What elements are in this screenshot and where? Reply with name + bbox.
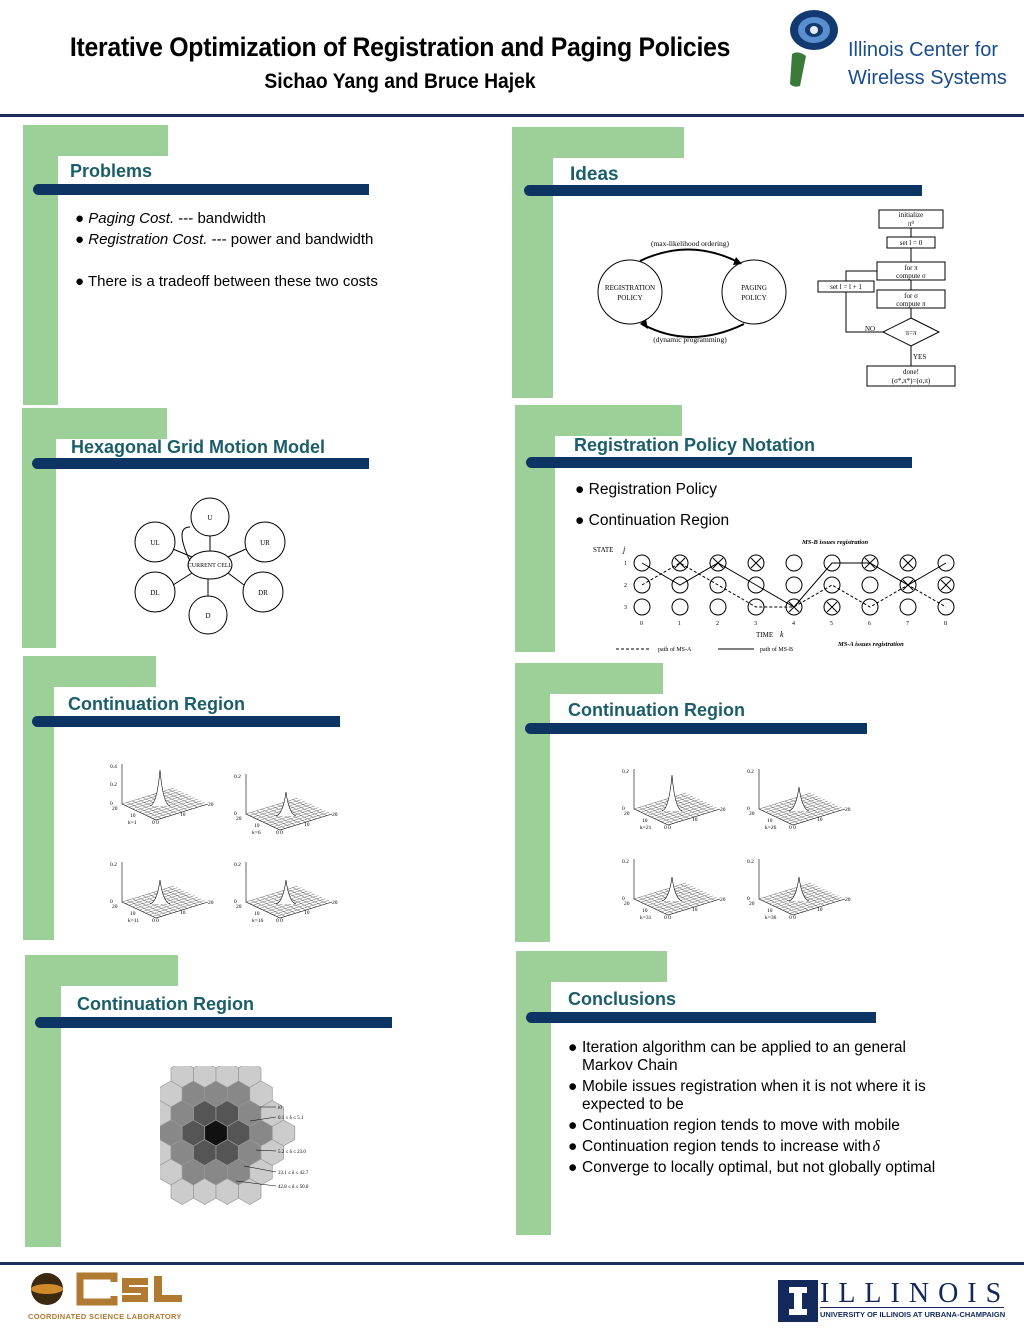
surface-plot	[232, 770, 342, 840]
time-col-label: 1	[678, 621, 681, 627]
list-item: ● Paging Cost. --- bandwidth	[75, 210, 266, 227]
list-item: ● Registration Cost. --- power and bandwidth	[75, 231, 374, 248]
z-max-label: 0.2	[747, 859, 754, 865]
state-row-label: 2	[624, 583, 627, 589]
registration-label-2: POLICY	[617, 294, 643, 302]
panel-bar	[526, 1012, 876, 1023]
ms-b-annotation: MS-B issues registration	[802, 539, 869, 546]
panel-side	[23, 125, 58, 405]
paging-cost-desc: --- bandwidth	[174, 210, 266, 227]
flow-compute-sigma: compute σ	[896, 272, 926, 280]
conclusion-text: Mobile issues registration when it is not where it is expected to be	[582, 1078, 926, 1113]
paging-cost-term: Paging Cost.	[88, 210, 175, 227]
legend-range-1: 0.1 ≤ δ ≤ 5.1	[278, 1116, 304, 1121]
surface-plot	[108, 760, 218, 830]
cycle-bottom-label: (dynamic programming)	[653, 335, 727, 344]
axis-tick: 10	[642, 908, 648, 914]
axis-tick: 10	[130, 911, 136, 917]
surface-plot	[620, 765, 730, 835]
legend-i0: i0	[278, 1106, 282, 1111]
org-name	[848, 36, 1007, 92]
time-col-label: 4	[792, 621, 795, 627]
z-zero-label: 0	[747, 806, 750, 812]
surface-plot	[620, 855, 730, 925]
panel-side	[512, 127, 553, 398]
axis-tick: 0 0	[276, 918, 283, 924]
panel-bar	[35, 1017, 392, 1028]
k-label: k=21	[640, 825, 652, 831]
axis-tick: 10	[304, 910, 310, 916]
axis-tick: 10	[180, 812, 186, 818]
list-item: ● Continuation Region	[575, 512, 730, 529]
flow-for-pi: for π	[904, 264, 918, 272]
panel-bar	[524, 185, 922, 196]
axis-tick: 10	[180, 910, 186, 916]
illinois-block-i-icon	[778, 1280, 818, 1322]
state-node	[824, 577, 840, 593]
panel-title: Problems	[70, 161, 153, 181]
surface-plot	[108, 858, 218, 928]
axis-tick: 20	[208, 900, 214, 906]
state-row-label: 1	[624, 561, 627, 567]
illinois-subtitle: UNIVERSITY OF ILLINOIS AT URBANA-CHAMPAIGN	[820, 1310, 1006, 1319]
panel-bar	[33, 184, 369, 195]
poster-title: Iterative Optimization of Registration and Paging Policies	[69, 32, 731, 62]
panel-title: Conclusions	[568, 989, 677, 1009]
node-current: CURRENT CELL	[187, 563, 233, 569]
axis-tick: 20	[720, 897, 726, 903]
panel-side	[515, 405, 555, 652]
axis-tick: 20	[332, 900, 338, 906]
k-label: k=1	[128, 820, 137, 826]
legend-b-text: path of MS-B	[760, 647, 793, 653]
axis-tick: 20	[624, 901, 630, 907]
flowchart-boxes	[818, 210, 955, 386]
k-label: k=36	[765, 915, 777, 921]
node-dl: DL	[150, 589, 160, 597]
hex-grid-region-map	[160, 1066, 330, 1206]
flow-inc: set l = l + 1	[830, 283, 862, 291]
panel-side	[516, 951, 551, 1235]
list-item: ● Continuation region tends to increase with δ	[568, 1138, 880, 1155]
time-col-label: 0	[640, 621, 643, 627]
state-axis-label: STATE	[593, 546, 614, 554]
axis-tick: 0 0	[152, 820, 159, 826]
surface-plot	[232, 858, 342, 928]
z-zero-label: 0	[747, 896, 750, 902]
conclusion-text: Continuation region tends to increase with	[582, 1138, 871, 1155]
tradeoff-text: There is a tradeoff between these two costs	[87, 273, 378, 290]
conclusions-list	[568, 1039, 948, 1180]
panel-side	[22, 408, 56, 648]
legend-range-2: 5.2 ≤ δ ≤ 23.0	[278, 1150, 306, 1155]
panel-title: Registration Policy Notation	[574, 435, 816, 455]
cycle-top-label: (max-likelihood ordering)	[650, 239, 730, 248]
node-dr: DR	[258, 589, 268, 597]
node-ul: UL	[150, 539, 160, 547]
z-max-label: 0.2	[234, 774, 241, 780]
time-col-label: 8	[944, 621, 947, 627]
paging-node	[722, 260, 786, 324]
flow-no: NO	[865, 325, 876, 333]
registration-label-1: REGISTRATION	[604, 284, 656, 292]
node-ur: UR	[260, 539, 270, 547]
flow-compute-pi: compute π	[896, 300, 926, 308]
panel-title: Continuation Region	[77, 994, 254, 1014]
z-max-label: 0.4	[110, 764, 117, 770]
state-node	[900, 599, 916, 615]
axis-tick: 20	[749, 811, 755, 817]
flow-done: done!	[903, 368, 919, 376]
icws-logo-icon	[778, 6, 842, 90]
header-divider	[0, 114, 1024, 117]
panel-bar	[525, 723, 867, 734]
axis-tick: 10	[817, 907, 823, 913]
panel-title: Hexagonal Grid Motion Model	[71, 437, 326, 457]
k-label: k=16	[252, 918, 264, 924]
panel-bar	[32, 458, 369, 469]
z-max-label: 0.2	[110, 862, 117, 868]
axis-tick: 20	[236, 904, 242, 910]
conclusion-text: Iteration algorithm can be applied to an general Markov Chain	[582, 1039, 906, 1074]
surface-plot	[745, 765, 855, 835]
k-label: k=6	[252, 830, 261, 836]
state-node	[710, 599, 726, 615]
cont-region-text: Continuation Region	[588, 512, 730, 529]
axis-tick: 10	[254, 911, 260, 917]
footer-divider	[0, 1262, 1024, 1265]
conclusion-text: Continuation region tends to move with mobile	[582, 1117, 900, 1134]
axis-tick: 10	[767, 908, 773, 914]
axis-tick: 10	[692, 907, 698, 913]
ms-a-annotation: MS-A issues registration	[838, 641, 904, 648]
list-item: ● Registration Policy	[575, 481, 718, 498]
z-zero-label: 0	[234, 899, 237, 905]
axis-tick: 10	[130, 813, 136, 819]
paging-label-1: PAGING	[741, 284, 767, 292]
panel-side	[23, 656, 54, 940]
axis-tick: 10	[817, 817, 823, 823]
node-u: U	[207, 514, 213, 522]
list-item: ● Iteration algorithm can be applied to an general Markov Chain	[568, 1039, 948, 1075]
conclusion-text: Converge to locally optimal, but not globally optimal	[582, 1159, 936, 1176]
panel-bar	[32, 716, 340, 727]
list-item: ● There is a tradeoff between these two costs	[75, 273, 378, 290]
list-item: ● Continuation region tends to move with mobile	[568, 1117, 900, 1134]
list-item: ● Mobile issues registration when it is not where it is expected to be	[568, 1078, 948, 1114]
z-mid-label: 0.2	[110, 782, 117, 788]
legend-range-4: 42.8 ≤ δ ≤ 50.0	[278, 1185, 309, 1190]
state-row-label: 3	[624, 605, 627, 611]
k-label: k=11	[128, 918, 140, 924]
state-node	[786, 555, 802, 571]
axis-tick: 20	[112, 806, 118, 812]
registration-cost-term: Registration Cost.	[88, 231, 208, 248]
state-node	[786, 577, 802, 593]
axis-tick: 10	[692, 817, 698, 823]
ideas-flowchart	[815, 208, 965, 390]
axis-tick: 0 0	[664, 825, 671, 831]
time-col-label: 6	[868, 621, 871, 627]
axis-tick: 0 0	[789, 915, 796, 921]
axis-tick: 20	[112, 904, 118, 910]
time-axis-var: k	[780, 630, 784, 639]
illinois-wordmark: ILLINOIS	[820, 1278, 1011, 1309]
panel-side	[515, 663, 550, 942]
axis-tick: 20	[845, 897, 851, 903]
flow-set: set l = 0	[899, 239, 923, 247]
list-item: ● Converge to locally optimal, but not globally optimal	[568, 1159, 936, 1176]
csl-logo-icon	[28, 1272, 188, 1306]
flow-for-sigma: for σ	[904, 292, 918, 300]
poster-authors: Sichao Yang and Bruce Hajek	[264, 70, 536, 93]
state-node	[862, 577, 878, 593]
z-max-label: 0.2	[622, 769, 629, 775]
axis-tick: 10	[642, 818, 648, 824]
axis-tick: 20	[236, 816, 242, 822]
delta-symbol: δ	[872, 1138, 880, 1155]
axis-tick: 10	[767, 818, 773, 824]
z-zero-label: 0	[622, 896, 625, 902]
z-max-label: 0.2	[622, 859, 629, 865]
z-zero-label: 0	[110, 801, 113, 807]
axis-tick: 0 0	[664, 915, 671, 921]
panel-side	[25, 955, 61, 1247]
surface-plot	[745, 855, 855, 925]
axis-tick: 0 0	[152, 918, 159, 924]
top-arrow	[640, 249, 740, 263]
ideas-cycle-diagram	[590, 232, 800, 347]
z-zero-label: 0	[110, 899, 113, 905]
flow-yes: YES	[913, 353, 927, 361]
legend-a-text: path of MS-A	[658, 647, 692, 653]
axis-tick: 20	[749, 901, 755, 907]
node-d: D	[205, 612, 211, 620]
axis-tick: 20	[845, 807, 851, 813]
time-col-label: 7	[906, 621, 909, 627]
k-label: k=26	[765, 825, 777, 831]
problems-list	[75, 208, 475, 292]
csl-logo	[28, 1272, 188, 1320]
flow-init: initialize	[898, 211, 924, 219]
state-node	[634, 599, 650, 615]
flow-done-eq: (σ*,π*)=(σ,π)	[891, 377, 931, 385]
org-line-2: Wireless Systems	[848, 67, 1007, 89]
z-max-label: 0.2	[234, 862, 241, 868]
z-max-label: 0.2	[747, 769, 754, 775]
panel-title: Ideas	[570, 164, 619, 185]
axis-tick: 20	[332, 812, 338, 818]
paging-label-2: POLICY	[741, 294, 767, 302]
reg-policy-text: Registration Policy	[588, 481, 718, 498]
axis-tick: 0 0	[789, 825, 796, 831]
reg-notation-list	[575, 481, 729, 530]
registration-cost-desc: --- power and bandwidth	[207, 231, 374, 248]
legend-range-3: 23.1 ≤ δ ≤ 42.7	[278, 1171, 309, 1176]
panel-bar	[526, 457, 912, 468]
org-line-1: Illinois Center for	[848, 39, 999, 61]
time-axis-label: TIME	[756, 631, 774, 639]
panel-title: Continuation Region	[568, 700, 745, 720]
flow-compare: π=π	[905, 329, 917, 337]
panel-title: Continuation Region	[68, 694, 245, 714]
time-col-label: 2	[716, 621, 719, 627]
axis-tick: 0 0	[276, 830, 283, 836]
axis-tick: 20	[624, 811, 630, 817]
axis-tick: 20	[208, 802, 214, 808]
z-zero-label: 0	[234, 811, 237, 817]
registration-node	[598, 260, 662, 324]
state-axis-var: j	[623, 545, 626, 554]
k-label: k=31	[640, 915, 652, 921]
axis-tick: 20	[720, 807, 726, 813]
flow-init-pi: π⁰	[907, 220, 915, 228]
csl-text: COORDINATED SCIENCE LABORATORY	[28, 1312, 182, 1321]
axis-tick: 10	[254, 823, 260, 829]
hex-motion-diagram	[130, 497, 290, 635]
axis-tick: 10	[304, 822, 310, 828]
time-col-label: 3	[754, 621, 757, 627]
time-col-label: 5	[830, 621, 833, 627]
state-trellis-diagram	[590, 536, 970, 656]
state-node	[672, 599, 688, 615]
z-zero-label: 0	[622, 806, 625, 812]
